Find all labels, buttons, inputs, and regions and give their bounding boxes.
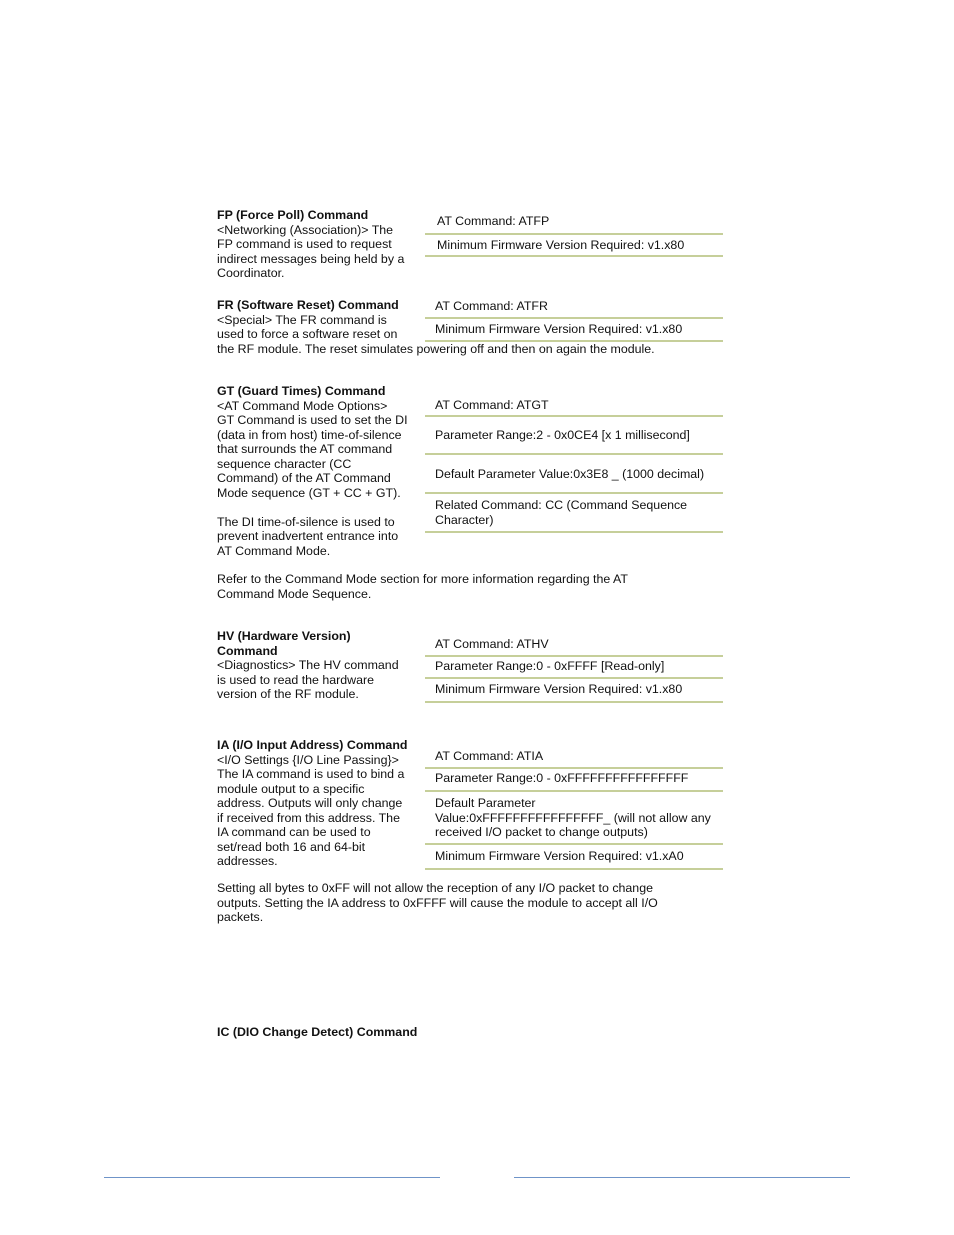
fp-row-at-command: AT Command: ATFP xyxy=(425,214,723,235)
fp-line: Coordinator. xyxy=(217,266,285,280)
hv-row-at-command: AT Command: ATHV xyxy=(425,637,723,657)
gt-row-default-value: Default Parameter Value:0x3E8 _ (1000 decimal) xyxy=(425,455,723,494)
ia-line: set/read both 16 and 64-bit xyxy=(217,839,366,854)
gt-row-parameter-range: Parameter Range:2 - 0x0CE4 [x 1 millisecond] xyxy=(425,417,723,455)
ia-after-paragraph: Setting all bytes to 0xFF will not allow the reception of any I/O packet to change outputs. Setting the IA address to 0xFFFF will cause the module to accept all I/O packets. xyxy=(217,881,658,924)
ia-line: addresses. xyxy=(217,854,278,868)
fr-line: <Special> The FR command is xyxy=(217,312,387,327)
hv-line: is used to read the hardware xyxy=(217,672,375,687)
fr-row-min-firmware: Minimum Firmware Version Required: v1.x80 xyxy=(425,319,723,342)
hv-row-parameter-range: Parameter Range:0 - 0xFFFF [Read-only] xyxy=(425,657,723,679)
gt-line: The DI time-of-silence is used to xyxy=(217,514,395,529)
fp-line: FP command is used to request xyxy=(217,237,392,251)
gt-line: sequence character (CC xyxy=(217,456,352,471)
ia-row-parameter-range: Parameter Range:0 - 0xFFFFFFFFFFFFFFFF xyxy=(425,769,723,792)
ia-line: IA command can be used to xyxy=(217,825,371,839)
fr-title: FR (Software Reset) Command xyxy=(217,298,399,312)
fr-line: used to force a software reset on xyxy=(217,327,398,341)
ia-line: if received from this address. The xyxy=(217,810,400,825)
footer-rule-left xyxy=(104,1177,440,1178)
gt-line: prevent inadvertent entrance into xyxy=(217,529,399,543)
gt-line: (data in from host) time-of-silence xyxy=(217,427,402,442)
ic-title: IC (DIO Change Detect) Command xyxy=(217,1025,418,1039)
gt-line: AT Command Mode. xyxy=(217,543,331,558)
hv-title: Command xyxy=(217,643,278,658)
gt-description xyxy=(217,384,408,558)
gt-row-at-command: AT Command: ATGT xyxy=(425,398,723,417)
fp-description xyxy=(217,208,404,281)
fp-title: FP (Force Poll) Command xyxy=(217,208,369,222)
gt-line: that surrounds the AT command xyxy=(217,442,393,456)
gt-row-related-command: Related Command: CC (Command Sequence Character) xyxy=(425,494,723,533)
gt-line: Mode sequence (GT + CC + GT). xyxy=(217,485,401,500)
gt-line: <AT Command Mode Options> xyxy=(217,398,388,413)
fp-row-min-firmware: Minimum Firmware Version Required: v1.x80 xyxy=(425,235,723,257)
ia-title: IA (I/O Input Address) Command xyxy=(217,738,408,752)
ia-line: The IA command is used to bind a xyxy=(217,767,405,781)
hv-description xyxy=(217,629,399,702)
gt-line: Command) of the AT Command xyxy=(217,471,391,485)
hv-title: HV (Hardware Version) xyxy=(217,629,351,643)
ia-line: module output to a specific xyxy=(217,781,365,796)
gt-title: GT (Guard Times) Command xyxy=(217,384,386,398)
fp-line: indirect messages being held by a xyxy=(217,251,405,266)
fr-line: the RF module. The reset simulates powering off and then on again the module. xyxy=(217,341,655,356)
gt-after-paragraph: Refer to the Command Mode section for more information regarding the AT Command Mode Sequence. xyxy=(217,572,628,601)
ia-line: <I/O Settings {I/O Line Passing}> xyxy=(217,752,399,767)
ia-row-min-firmware: Minimum Firmware Version Required: v1.xA0 xyxy=(425,845,723,870)
ia-row-default-value: Default Parameter Value:0xFFFFFFFFFFFFFFFF_ (will not allow any received I/O packet to change outputs) xyxy=(425,792,723,845)
fr-row-at-command: AT Command: ATFR xyxy=(425,299,723,319)
ic-heading xyxy=(217,1025,417,1040)
ia-line: address. Outputs will only change xyxy=(217,796,403,810)
hv-row-min-firmware: Minimum Firmware Version Required: v1.x80 xyxy=(425,679,723,703)
footer-rule-right xyxy=(514,1177,850,1178)
fp-line: <Networking (Association)> The xyxy=(217,222,394,237)
gt-line: GT Command is used to set the DI xyxy=(217,413,408,427)
ia-row-at-command: AT Command: ATIA xyxy=(425,749,723,769)
hv-line: version of the RF module. xyxy=(217,687,359,701)
ia-description xyxy=(217,738,407,869)
hv-line: <Diagnostics> The HV command xyxy=(217,658,399,672)
